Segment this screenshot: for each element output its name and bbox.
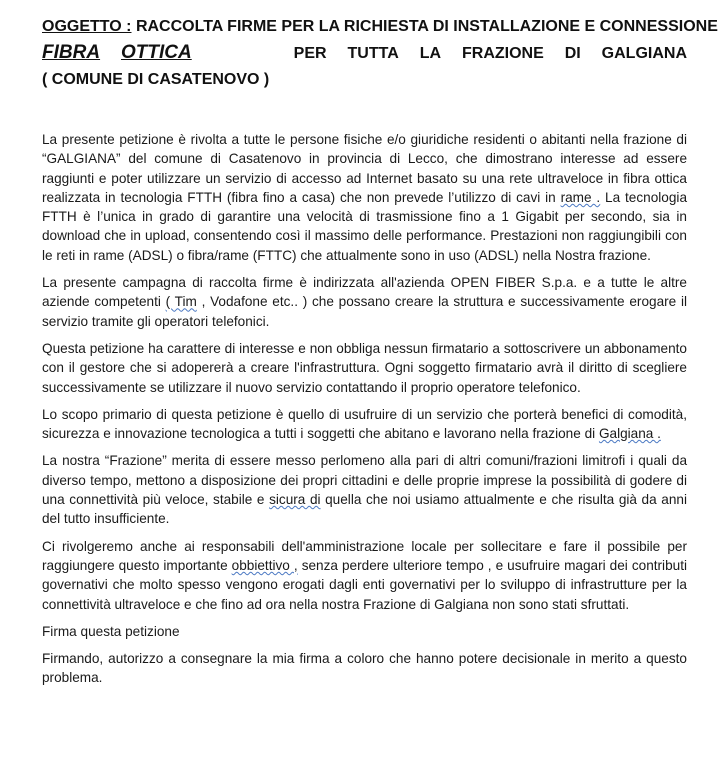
- paragraph-sign: Firma questa petizione: [42, 623, 180, 639]
- document-heading: [42, 14, 718, 93]
- paragraph-frazione: La nostra “Frazione” merita di essere messo perlomeno alla pari di altri comuni/frazioni limitrofi i quali da diverso tempo, mettono a disposizione dei propri cittadini e delle proprie imprese la possibilità di godere di una connettività più veloce, stabile e sicura di quella che noi usiamo attualmente e che risulta già da anni del tutto insufficiente.: [42, 453, 687, 527]
- heading-fibra: FIBRA: [42, 42, 101, 63]
- heading-word: LA: [419, 45, 442, 62]
- heading-title: RACCOLTA FIRME PER LA RICHIESTA DI INSTALLAZIONE E CONNESSIONE: [135, 18, 718, 35]
- heading-word: DI: [564, 45, 581, 62]
- paragraph-campaign: La presente campagna di raccolta firme è indirizzata all'azienda OPEN FIBER S.p.a. e a tutte le altre aziende competenti ( Tim , Vodafone etc.. ) che possano creare la struttura e successivamente erogare il servizio tramite gli operatori telefonici.: [42, 275, 688, 329]
- paragraph-purpose: Lo scopo primario di questa petizione è quello di usufruire di un servizio che porterà benefici di comodità, sicurezza e innovazione tecnologica a tutti i soggetti che abitano e lavorano nella frazione di Galgiana .: [42, 406, 687, 442]
- spellcheck-word: ( Tim: [165, 294, 197, 310]
- heading-comune: ( COMUNE DI CASATENOVO ): [42, 71, 270, 88]
- paragraph-authorization: Firmando, autorizzo a consegnare la mia firma a coloro che hanno potere decisionale in merito a questo problema.: [42, 651, 687, 686]
- petition-body: [42, 130, 687, 696]
- spellcheck-word: Galgiana .: [598, 426, 661, 442]
- spellcheck-word: sicura di: [269, 492, 321, 508]
- heading-line-1: [42, 14, 718, 40]
- heading-word: TUTTA: [347, 45, 399, 62]
- paragraph-intro: La presente petizione è rivolta a tutte le persone fisiche e/o giuridiche residenti o abitanti nella frazione di “GALGIANA” del comune di Casatenovo in provincia di Lecco, che dimostrano interesse ad essere raggiunti e poter utilizzare un servizio di accesso ad Internet basato su una rete ultraveloce in fibra ottica realizzata in tecnologia FTTH (fibra fino a casa) che non prevede l’utilizzo di cavi in rame . La tecnologia FTTH è l’unica in grado di garantire una velocità di trasmissione fino a 1 Gigabit per secondo, sia in download che in upload, consentendo così il massimo delle performance. Prestazioni non raggiungibili con le reti in rame (ADSL) o fibra/rame (FTTC) che attualmente sono in uso (ADSL) nella Nostra frazione.: [42, 132, 688, 263]
- spellcheck-word: rame .: [560, 189, 601, 205]
- oggetto-label: OGGETTO :: [42, 18, 132, 35]
- heading-word: FRAZIONE: [461, 45, 544, 62]
- heading-ottica: OTTICA: [121, 42, 192, 63]
- spellcheck-word: obbiettivo ,: [231, 557, 298, 573]
- paragraph-obligation: Questa petizione ha carattere di interesse e non obbliga nessun firmatario a sottoscrivere un abbonamento con il gestore che si adopererà a creare l'infrastruttura. Ogni soggetto firmatario avrà il diritto di scegliere successivamente se utilizzare il nuovo servizio contattando il proprio operatore telefonico.: [42, 340, 687, 395]
- heading-word: GALGIANA: [601, 45, 687, 62]
- heading-line-2: [42, 40, 687, 67]
- heading-line-3: [42, 67, 687, 93]
- heading-word: PER: [293, 45, 327, 62]
- paragraph-administration: Ci rivolgeremo anche ai responsabili dell'amministrazione locale per sollecitare e fare il possibile per raggiungere questo importante obbiettivo , senza perdere ulteriore tempo , e usufruire magari dei contributi governativi che molto spesso vengono erogati dagli enti governativi per lo sviluppo di infrastrutture per la connettività ultraveloce e che fino ad ora nella nostra Frazione di Galgiana non sono stati sfruttati.: [42, 538, 687, 612]
